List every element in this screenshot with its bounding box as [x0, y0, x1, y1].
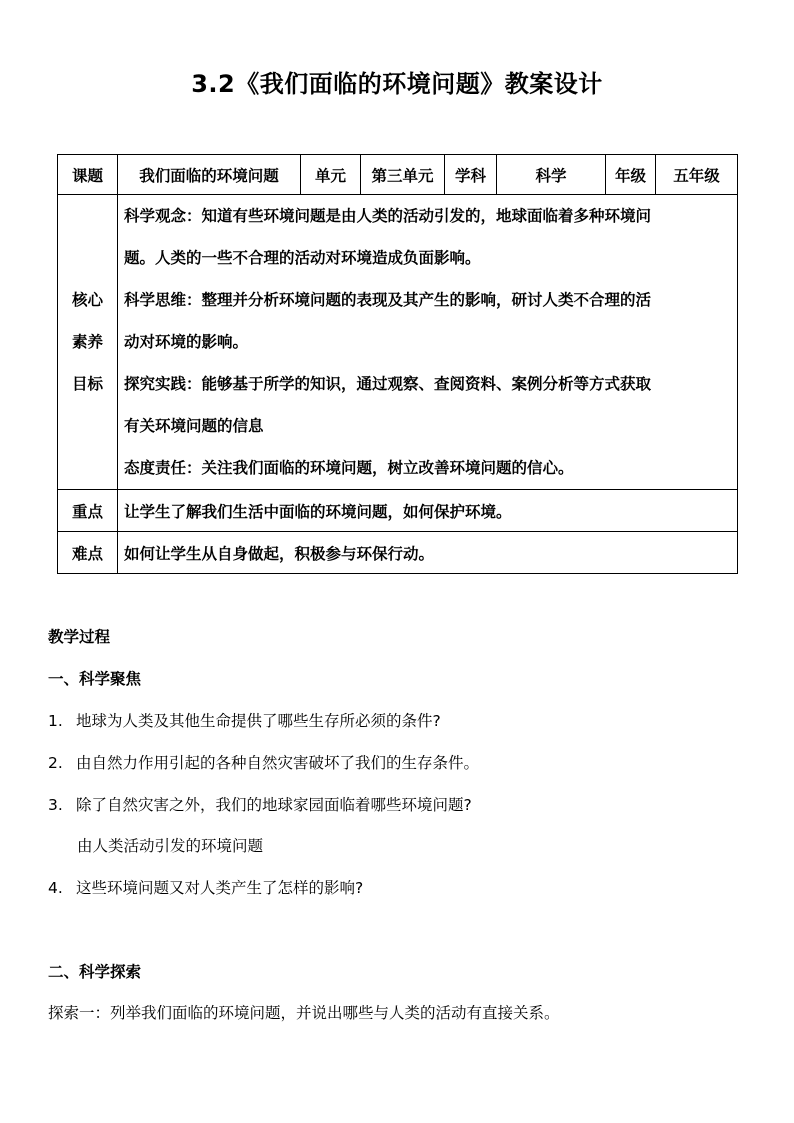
core-literacy-content [118, 195, 738, 490]
explore-one-text: 探索一：列举我们面临的环境问题，并说出哪些与人类的活动有直接关系。 [48, 1004, 560, 1022]
topic-value: 我们面临的环境问题 [118, 155, 301, 195]
difficulty-row [58, 532, 738, 574]
list-item [48, 793, 472, 815]
core-label-line: 核心 [71, 291, 103, 309]
list-item-number: 4. [48, 879, 63, 897]
key-point-label: 重点 [58, 490, 118, 532]
table-header-row [58, 155, 738, 195]
list-item-text: 由自然力作用引起的各种自然灾害破坏了我们的生存条件。 [76, 754, 480, 772]
section-explore-heading: 二、科学探索 [48, 963, 142, 981]
section-focus-heading: 一、科学聚焦 [48, 670, 142, 688]
key-point-value: 让学生了解我们生活中面临的环境问题，如何保护环境。 [118, 490, 738, 532]
core-label-line: 素养 [71, 333, 103, 351]
list-item-text: 除了自然灾害之外，我们的地球家园面临着哪些环境问题? [76, 796, 472, 814]
document-title: 3.2《我们面临的环境问题》教案设计 [191, 70, 603, 98]
list-item-number: 1. [48, 712, 63, 730]
core-line: 科学观念：知道有些环境问题是由人类的活动引发的，地球面临着多种环境问 [124, 207, 652, 225]
grade-label: 年级 [606, 155, 656, 195]
list-item-number: 2. [48, 754, 63, 772]
subject-label: 学科 [445, 155, 497, 195]
list-item [48, 751, 479, 773]
core-line: 科学思维：整理并分析环境问题的表现及其产生的影响，研讨人类不合理的活 [124, 291, 652, 309]
list-item-number: 3. [48, 796, 63, 814]
subject-value: 科学 [497, 155, 606, 195]
sub-answer: 由人类活动引发的环境问题 [77, 837, 264, 855]
core-line: 有关环境问题的信息 [124, 417, 264, 435]
lesson-info-table [57, 154, 738, 574]
core-label-line: 目标 [71, 375, 103, 393]
process-heading: 教学过程 [48, 628, 111, 646]
list-item [48, 876, 363, 898]
core-literacy-row [58, 195, 738, 490]
core-line: 动对环境的影响。 [124, 333, 249, 351]
core-line: 题。人类的一些不合理的活动对环境造成负面影响。 [124, 249, 481, 267]
difficulty-label: 难点 [58, 532, 118, 574]
unit-value: 第三单元 [361, 155, 445, 195]
core-line: 探究实践：能够基于所学的知识，通过观察、查阅资料、案例分析等方式获取 [124, 375, 652, 393]
list-item [48, 709, 441, 731]
list-item-text: 地球为人类及其他生命提供了哪些生存所必须的条件? [76, 712, 441, 730]
list-item-text: 这些环境问题又对人类产生了怎样的影响? [76, 879, 364, 897]
core-literacy-label [58, 195, 118, 490]
grade-value: 五年级 [656, 155, 738, 195]
core-line: 态度责任：关注我们面临的环境问题，树立改善环境问题的信心。 [124, 459, 574, 477]
difficulty-value: 如何让学生从自身做起，积极参与环保行动。 [118, 532, 738, 574]
key-point-row [58, 490, 738, 532]
unit-label: 单元 [301, 155, 361, 195]
topic-label: 课题 [58, 155, 118, 195]
